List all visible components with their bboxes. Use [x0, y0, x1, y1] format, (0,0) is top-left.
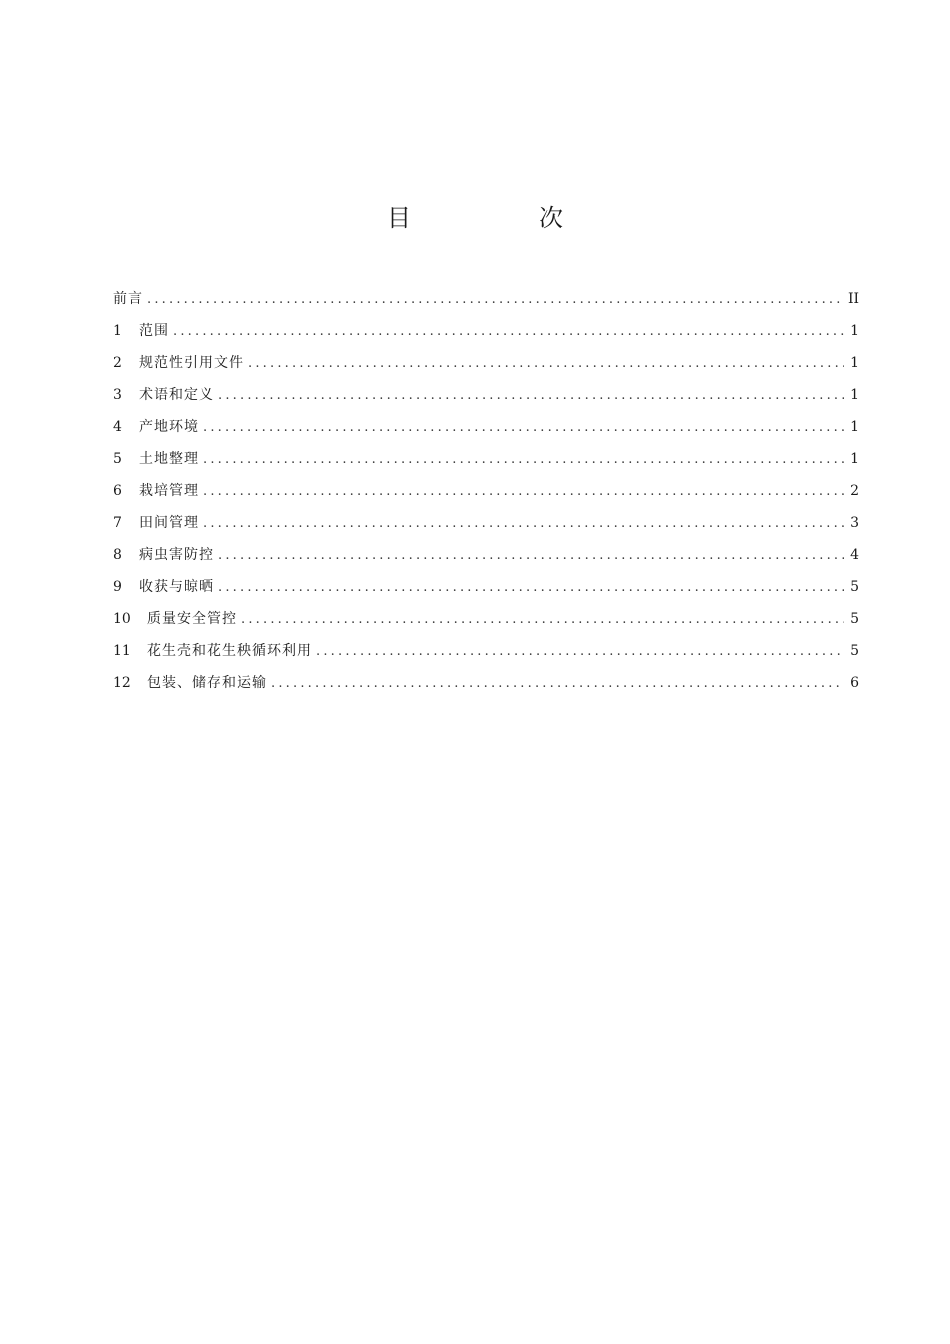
toc-entry-page: II: [847, 291, 859, 307]
toc-entry-label: 包装、储存和运输: [147, 675, 267, 691]
toc-entry-page: 1: [850, 323, 859, 339]
toc-entry-label: 田间管理: [139, 515, 199, 531]
toc-entry-7[interactable]: [113, 507, 859, 539]
toc-dot-leader: [218, 380, 844, 412]
toc-entry-label: 规范性引用文件: [139, 355, 244, 371]
toc-entry-label: 产地环境: [139, 419, 199, 435]
page-title: 目 次: [387, 204, 615, 232]
toc-entry-6[interactable]: [113, 475, 859, 507]
toc-entry-1[interactable]: [113, 315, 859, 347]
toc-entry-page: 1: [850, 419, 859, 435]
toc-dot-leader: [316, 636, 844, 668]
toc-dot-leader: [218, 540, 844, 572]
toc-entry-number: 5: [113, 451, 122, 467]
toc-entry-preface[interactable]: [113, 283, 859, 315]
toc-entry-8[interactable]: [113, 539, 859, 571]
toc-entry-number: 6: [113, 483, 122, 499]
toc-entry-page: 3: [850, 515, 859, 531]
toc-entry-3[interactable]: [113, 379, 859, 411]
toc-dot-leader: [248, 348, 844, 380]
toc-entry-2[interactable]: [113, 347, 859, 379]
toc-entry-number: 4: [113, 419, 122, 435]
toc-entry-page: 1: [850, 451, 859, 467]
toc-entry-label: 前言: [113, 291, 143, 307]
toc-dot-leader: [203, 444, 844, 476]
toc-entry-page: 5: [850, 579, 859, 595]
toc-dot-leader: [241, 604, 844, 636]
toc-entry-page: 5: [850, 643, 859, 659]
toc-entry-page: 5: [850, 611, 859, 627]
toc-entry-page: 6: [850, 675, 859, 691]
toc-entry-number: 11: [113, 643, 131, 659]
toc-entry-10[interactable]: [113, 603, 859, 635]
toc-entry-label: 花生壳和花生秧循环利用: [147, 643, 312, 659]
toc-entry-label: 术语和定义: [139, 387, 214, 403]
toc-dot-leader: [203, 476, 844, 508]
toc-entry-number: 2: [113, 355, 122, 371]
toc-entry-9[interactable]: [113, 571, 859, 603]
toc-entry-page: 2: [850, 483, 859, 499]
toc-dot-leader: [203, 508, 844, 540]
toc-entry-label: 土地整理: [139, 451, 199, 467]
toc-entry-number: 10: [113, 611, 131, 627]
toc-entry-page: 4: [850, 547, 859, 563]
toc-entry-label: 栽培管理: [139, 483, 199, 499]
toc-dot-leader: [218, 572, 844, 604]
toc-dot-leader: [173, 316, 844, 348]
toc-entry-number: 12: [113, 675, 131, 691]
toc-dot-leader: [147, 284, 842, 316]
toc-entry-11[interactable]: [113, 635, 859, 667]
toc-entry-number: 1: [113, 323, 122, 339]
toc-entry-number: 7: [113, 515, 122, 531]
toc-entry-label: 质量安全管控: [147, 611, 237, 627]
toc-entry-label: 收获与晾晒: [139, 579, 214, 595]
table-of-contents: [113, 283, 859, 699]
toc-entry-page: 1: [850, 355, 859, 371]
toc-entry-page: 1: [850, 387, 859, 403]
toc-dot-leader: [271, 668, 844, 700]
toc-entry-number: 8: [113, 547, 122, 563]
toc-entry-label: 病虫害防控: [139, 547, 214, 563]
toc-entry-4[interactable]: [113, 411, 859, 443]
toc-entry-label: 范围: [139, 323, 169, 339]
toc-entry-number: 3: [113, 387, 122, 403]
toc-entry-number: 9: [113, 579, 122, 595]
toc-entry-12[interactable]: [113, 667, 859, 699]
toc-dot-leader: [203, 412, 844, 444]
toc-entry-5[interactable]: [113, 443, 859, 475]
